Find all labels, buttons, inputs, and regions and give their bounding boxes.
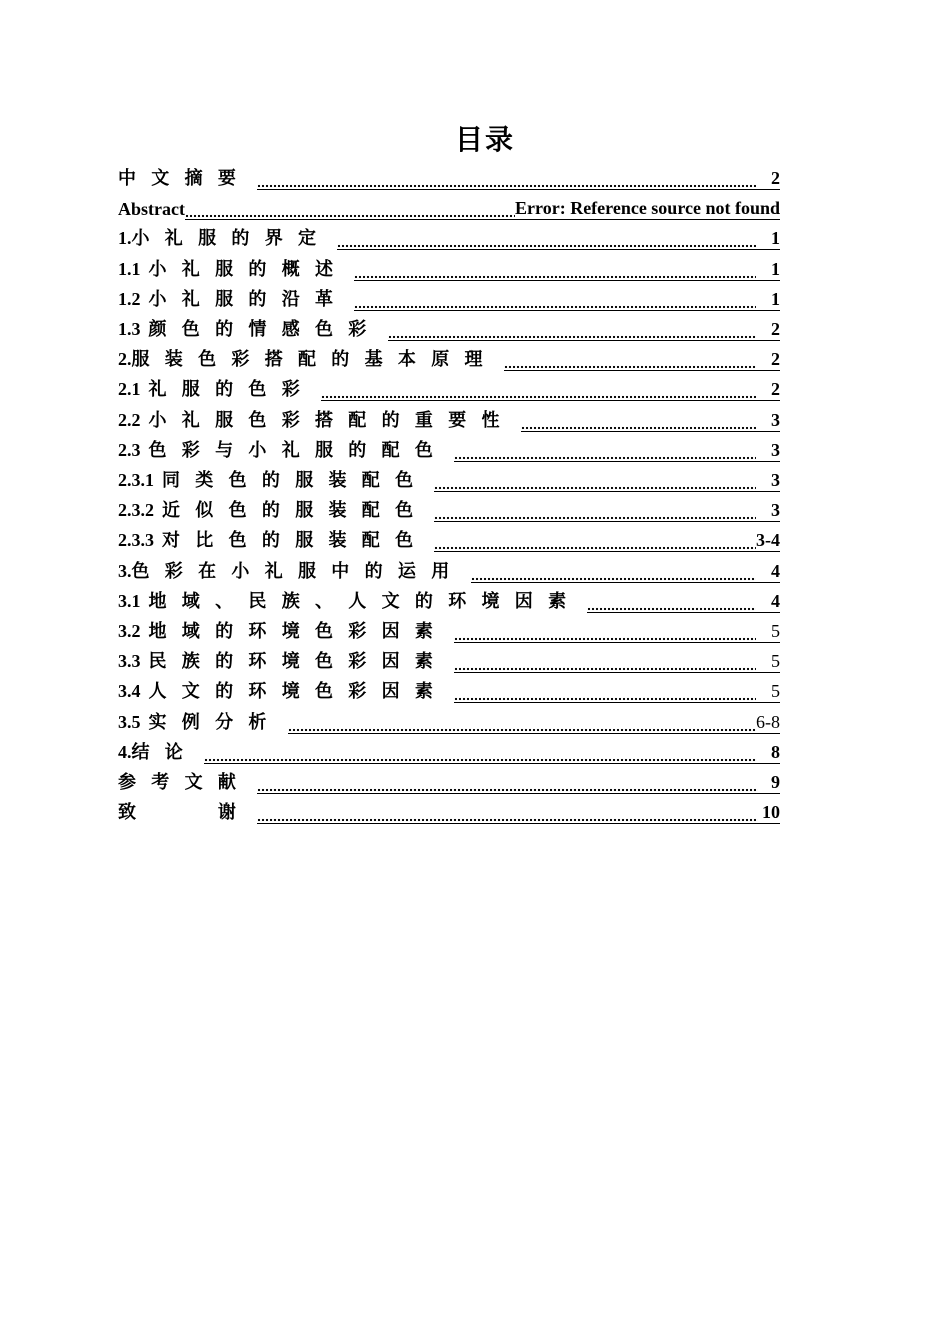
toc-entry-number: 2.1 <box>118 379 141 400</box>
toc-entry[interactable] <box>118 462 780 492</box>
toc-dot-leader <box>288 715 756 734</box>
toc-entry-text: 参考文献 <box>118 772 252 792</box>
toc-page-number: 8 <box>756 742 780 764</box>
toc-entry[interactable] <box>118 794 780 824</box>
toc-dot-leader <box>434 533 756 552</box>
toc-entry-number: 1.3 <box>118 319 141 339</box>
toc-entry[interactable] <box>118 522 780 552</box>
toc-entry-text: 近似色的服装配色 <box>162 500 429 521</box>
toc-dot-leader <box>257 805 756 824</box>
toc-entry-label <box>118 375 315 401</box>
toc-page-number: 3 <box>756 470 780 492</box>
toc-entry-number: 2.3.3 <box>118 530 154 551</box>
toc-entry[interactable] <box>118 643 780 673</box>
toc-dot-leader <box>471 564 757 583</box>
toc-entry-number: 2. <box>118 349 132 370</box>
toc-page-number: 2 <box>756 349 780 371</box>
toc-entry-number: 2.3.1 <box>118 470 154 490</box>
toc-dot-leader <box>185 201 515 220</box>
toc-entry-label <box>118 315 382 341</box>
toc-dot-leader <box>204 745 756 764</box>
toc-entry-label <box>118 285 348 311</box>
toc-entry-text: 人文的环境色彩因素 <box>148 681 449 702</box>
toc-entry[interactable] <box>118 734 780 764</box>
toc-entry-label <box>118 255 348 281</box>
toc-entry-label <box>118 466 428 492</box>
toc-dot-leader <box>504 352 756 371</box>
toc-page-number: 4 <box>756 561 780 583</box>
toc-page-number: 3-4 <box>756 530 780 551</box>
toc-entry-text: 服装色彩搭配的基本原理 <box>131 349 498 370</box>
toc-entry-text: 实例分析 <box>148 711 282 732</box>
toc-entry-number: 2.3 <box>118 439 141 460</box>
toc-entry-label <box>118 496 428 522</box>
toc-entry[interactable] <box>118 341 780 371</box>
toc-entry[interactable] <box>118 190 780 220</box>
toc-entry-label <box>118 164 251 190</box>
toc-page-number: Error: Reference source not found <box>515 198 780 219</box>
toc-dot-leader <box>454 624 756 643</box>
toc-dot-leader <box>521 413 756 432</box>
toc-page-number: 5 <box>756 651 780 673</box>
toc-entry-label <box>118 587 581 613</box>
toc-entry-label <box>118 647 448 673</box>
toc-entry-text: 颜色的情感色彩 <box>148 319 382 339</box>
toc-entry-text: 结论 <box>131 741 199 762</box>
toc-entry-number: 3.1 <box>118 590 141 611</box>
toc-entry-number: 3.4 <box>118 681 141 702</box>
toc-entry[interactable] <box>118 311 780 341</box>
toc-page-number: 5 <box>756 621 780 643</box>
toc-entry-number: 3. <box>118 560 132 581</box>
toc-entry-label <box>118 406 515 432</box>
toc-entry[interactable] <box>118 281 780 311</box>
toc-entry-number: 2.3.2 <box>118 500 154 521</box>
toc-entry-number: 1. <box>118 228 132 249</box>
toc-entry[interactable] <box>118 704 780 734</box>
toc-entry-label <box>118 436 448 462</box>
toc-entry-number: 2.2 <box>118 409 141 430</box>
toc-entry[interactable] <box>118 371 780 401</box>
toc-entry[interactable] <box>118 251 780 281</box>
toc-entry[interactable] <box>118 553 780 583</box>
toc-entry[interactable] <box>118 160 780 190</box>
toc-entry-text: 民族的环境色彩因素 <box>148 651 449 672</box>
toc-entry-text: 同类色的服装配色 <box>162 470 429 490</box>
toc-entry-text: 中文摘要 <box>118 168 252 188</box>
toc-dot-leader <box>257 775 756 794</box>
toc-entry-text: 小礼服的沿革 <box>148 288 349 309</box>
toc-entry-label <box>118 617 448 643</box>
toc-dot-leader <box>454 443 756 462</box>
toc-dot-leader <box>434 473 756 492</box>
toc-entry-label <box>118 708 282 734</box>
toc-entry-label <box>118 526 428 552</box>
toc-page-number: 1 <box>756 259 780 281</box>
toc-entry[interactable] <box>118 583 780 613</box>
toc-entry[interactable] <box>118 432 780 462</box>
toc-entry-label <box>118 557 465 583</box>
toc-entry-text: 色彩与小礼服的配色 <box>148 439 449 460</box>
toc-entry-number: 3.2 <box>118 621 141 641</box>
toc-entry-number: 1.2 <box>118 288 141 309</box>
toc-entry-text: 色彩在小礼服中的运用 <box>131 560 465 581</box>
toc-entry-text: 对比色的服装配色 <box>162 530 429 551</box>
toc-entry[interactable] <box>118 673 780 703</box>
toc-entry-number: 3.3 <box>118 651 141 672</box>
toc-dot-leader <box>434 503 756 522</box>
toc-dot-leader <box>337 231 756 250</box>
toc-page-number: 1 <box>756 289 780 311</box>
toc-entry-number: 3.5 <box>118 711 141 732</box>
toc-entry-number: 1.1 <box>118 258 141 279</box>
toc-entry-text: 致 谢 <box>118 802 252 823</box>
toc-page-number: 9 <box>756 772 780 794</box>
toc-entry[interactable] <box>118 220 780 250</box>
toc-dot-leader <box>587 594 756 613</box>
toc-dot-leader <box>321 382 756 401</box>
toc-entry-text: 小礼服的概述 <box>148 258 349 279</box>
toc-entry[interactable] <box>118 613 780 643</box>
toc-entry-label <box>118 345 498 371</box>
toc-page-number: 10 <box>756 802 780 824</box>
toc-dot-leader <box>388 322 756 341</box>
toc-page-number: 1 <box>756 228 780 250</box>
toc-page-number: 3 <box>756 440 780 462</box>
toc-page-number: 4 <box>756 591 780 613</box>
toc-dot-leader <box>354 262 756 281</box>
toc-entry[interactable] <box>118 402 780 432</box>
toc-entry[interactable] <box>118 764 780 794</box>
toc-dot-leader <box>454 654 756 673</box>
toc-entry-number: 4. <box>118 741 132 762</box>
toc-entry-label <box>118 677 448 703</box>
toc-page-number: 2 <box>756 319 780 341</box>
toc-title: 目录 <box>454 125 515 156</box>
toc-page-number: 5 <box>756 681 780 703</box>
toc-page-number: 3 <box>756 410 780 432</box>
toc-entry-text: 礼服的色彩 <box>148 379 315 400</box>
toc-page-number: 6-8 <box>756 711 780 732</box>
toc-page-number: 3 <box>756 500 780 522</box>
toc-dot-leader <box>454 684 756 703</box>
toc-entry-label <box>118 738 198 764</box>
toc-entry-text: 地域的环境色彩因素 <box>148 621 449 641</box>
toc-entry-label <box>118 798 251 824</box>
toc-entry-label <box>118 199 185 220</box>
toc-dot-leader <box>257 171 756 190</box>
toc-entry-text: 小礼服色彩搭配的重要性 <box>148 409 515 430</box>
toc-entry[interactable] <box>118 492 780 522</box>
toc-page-number: 2 <box>756 379 780 401</box>
toc-entry-text: 小礼服的界定 <box>131 228 332 249</box>
toc-dot-leader <box>354 292 756 311</box>
toc-page-number: 2 <box>756 168 780 190</box>
toc-entry-number: Abstract <box>118 199 185 220</box>
toc-entry-label <box>118 768 251 794</box>
toc-entry-text: 地域、民族、人文的环境因素 <box>148 590 582 611</box>
toc-entry-label <box>118 224 331 250</box>
